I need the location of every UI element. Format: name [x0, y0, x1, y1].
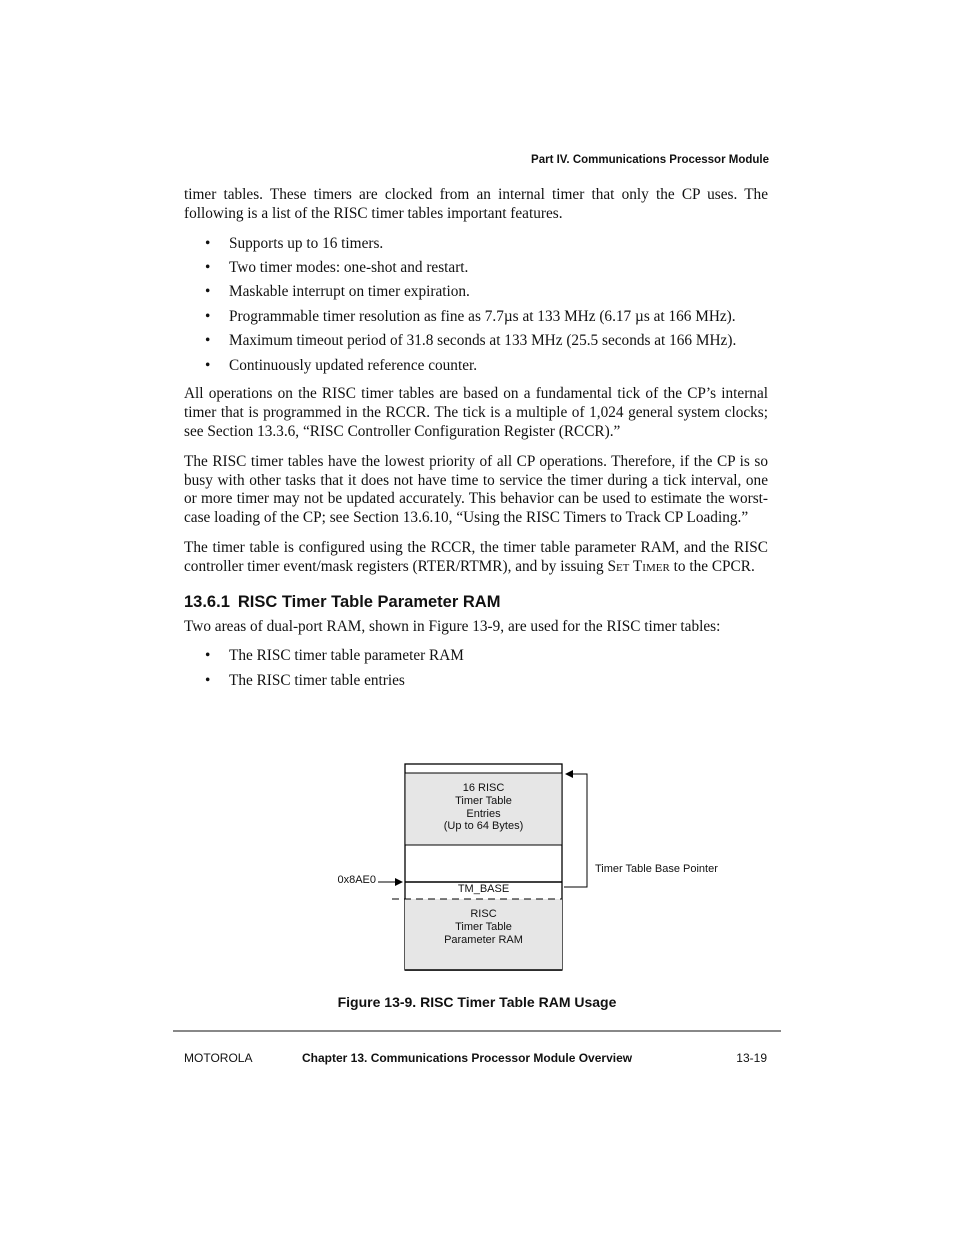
ram-usage-figure — [320, 760, 740, 980]
section-intro: Two areas of dual-port RAM, shown in Figure 13-9, are used for the RISC timer tables: — [184, 617, 721, 635]
bullet-icon: • — [205, 258, 211, 276]
address-label: 0x8AE0 — [337, 874, 376, 886]
bullet-icon: • — [205, 234, 211, 252]
bullet-icon: • — [205, 332, 211, 350]
bullet-icon: • — [205, 356, 211, 374]
section-title: RISC Timer Table Parameter RAM — [237, 592, 501, 611]
figure-caption: Figure 13-9. RISC Timer Table RAM Usage — [337, 994, 617, 1010]
paragraph-configuration: The timer table is configured using the RCCR, the timer table parameter RAM, and the RISC controller timer event/mask registers (RTER/RTMR), and by issuing Set Timer to the CPCR. — [184, 538, 768, 575]
list-item: • Two timer modes: one-shot and restart. — [205, 258, 469, 276]
bullet-icon: • — [205, 307, 211, 325]
list-item: • Programmable timer resolution as fine as 7.7µs at 133 MHz (6.17 µs at 166 MHz). — [205, 307, 736, 325]
list-item: • The RISC timer table entries — [205, 671, 405, 689]
running-header: Part IV. Communications Processor Module — [531, 154, 769, 166]
parameter-ram-label: RISC Timer Table Parameter RAM — [444, 908, 523, 946]
base-pointer-label: Timer Table Base Pointer — [595, 863, 718, 875]
bullet-icon: • — [205, 647, 211, 665]
footer-rule — [173, 1030, 781, 1032]
intro-paragraph: timer tables. These timers are clocked from an internal timer that only the CP uses. The following is a list of the RISC timer tables important features. — [184, 186, 768, 222]
page-body — [184, 186, 768, 701]
set-timer-command: Set Timer — [607, 557, 670, 575]
list-item: • Maskable interrupt on timer expiration. — [205, 283, 470, 301]
footer-chapter: Chapter 13. Communications Processor Module Overview — [302, 1051, 633, 1065]
tm-base-label: TM_BASE — [457, 883, 510, 895]
paragraph-priority: The RISC timer tables have the lowest priority of all CP operations. Therefore, if the CP is so busy with other tasks that it does not have time to service the timer during a tick interval, one or more timer may not be updated accurately. This behavior can be used to estimate the worst-case loading of the CP; see Section 13.6.10, “Using the RISC Timers to Track CP Loading.” — [184, 452, 768, 527]
section-heading — [184, 593, 768, 612]
bullet-icon: • — [205, 283, 211, 301]
footer-publisher: MOTOROLA — [184, 1051, 253, 1065]
base-pointer-arrow — [564, 774, 587, 887]
bullet-icon: • — [205, 671, 211, 689]
list-item: • The RISC timer table parameter RAM — [205, 647, 464, 665]
list-item: • Supports up to 16 timers. — [205, 234, 384, 252]
paragraph-tick: All operations on the RISC timer tables are based on a fundamental tick of the CP’s internal timer that is programmed in the RCCR. The tick is a multiple of 1,024 general system clocks; see Section 13.3.6, “RISC Controller Configuration Register (RCCR).” — [184, 385, 768, 440]
entries-block-label: 16 RISC Timer Table Entries (Up to 64 Bytes) — [443, 782, 524, 833]
list-item: • Maximum timeout period of 31.8 seconds at 133 MHz (25.5 seconds at 166 MHz). — [205, 332, 737, 350]
feature-list — [184, 235, 768, 376]
page-number: 13-19 — [736, 1051, 767, 1065]
list-item: • Continuously updated reference counter. — [205, 356, 478, 374]
section-number: 13.6.1 — [184, 592, 230, 611]
ram-area-list — [184, 647, 768, 690]
